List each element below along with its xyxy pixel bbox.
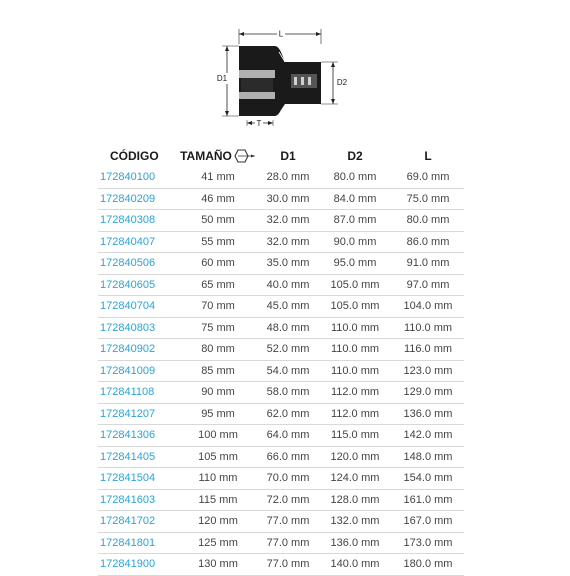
cell-l: 75.0 mm — [392, 188, 464, 210]
cell-d2: 136.0 mm — [318, 532, 392, 554]
cell-d1: 72.0 mm — [258, 489, 318, 511]
cell-tamano: 46 mm — [178, 188, 258, 210]
cell-d1: 32.0 mm — [258, 231, 318, 253]
cell-l: 123.0 mm — [392, 360, 464, 382]
cell-tamano: 55 mm — [178, 231, 258, 253]
socket-body-icon — [239, 46, 321, 116]
cell-d2: 112.0 mm — [318, 403, 392, 425]
cell-l: 97.0 mm — [392, 274, 464, 296]
cell-codigo: 172840704 — [98, 296, 178, 318]
cell-codigo: 172841405 — [98, 446, 178, 468]
cell-l: 110.0 mm — [392, 317, 464, 339]
cell-d1: 77.0 mm — [258, 554, 318, 576]
cell-d2: 84.0 mm — [318, 188, 392, 210]
table-row — [98, 296, 464, 318]
table-row — [98, 210, 464, 232]
cell-tamano: 100 mm — [178, 425, 258, 447]
cell-d2: 90.0 mm — [318, 231, 392, 253]
cell-d2: 140.0 mm — [318, 554, 392, 576]
cell-l: 161.0 mm — [392, 489, 464, 511]
cell-d1: 58.0 mm — [258, 382, 318, 404]
table-row — [98, 167, 464, 188]
cell-tamano: 80 mm — [178, 339, 258, 361]
cell-codigo: 172841801 — [98, 532, 178, 554]
table-row — [98, 403, 464, 425]
l-arrow-left-icon — [239, 32, 244, 36]
table-row — [98, 511, 464, 533]
cell-d2: 115.0 mm — [318, 425, 392, 447]
cell-d1: 54.0 mm — [258, 360, 318, 382]
cell-d1: 30.0 mm — [258, 188, 318, 210]
cell-tamano: 60 mm — [178, 253, 258, 275]
cell-codigo: 172841603 — [98, 489, 178, 511]
table-row — [98, 382, 464, 404]
cell-d1: 48.0 mm — [258, 317, 318, 339]
header-d1: D1 — [280, 149, 296, 163]
cell-codigo: 172840209 — [98, 188, 178, 210]
cell-codigo: 172841504 — [98, 468, 178, 490]
header-d2: D2 — [347, 149, 363, 163]
cell-d1: 62.0 mm — [258, 403, 318, 425]
table-row — [98, 532, 464, 554]
cell-d1: 77.0 mm — [258, 532, 318, 554]
cell-d2: 112.0 mm — [318, 382, 392, 404]
cell-l: 104.0 mm — [392, 296, 464, 318]
hex-socket-icon — [234, 149, 256, 163]
cell-tamano: 115 mm — [178, 489, 258, 511]
cell-tamano: 65 mm — [178, 274, 258, 296]
cell-l: 136.0 mm — [392, 403, 464, 425]
cell-d1: 35.0 mm — [258, 253, 318, 275]
cell-codigo: 172840407 — [98, 231, 178, 253]
label-l: L — [278, 29, 284, 39]
header-codigo: CÓDIGO — [110, 149, 159, 163]
cell-l: 116.0 mm — [392, 339, 464, 361]
cell-d2: 110.0 mm — [318, 317, 392, 339]
cell-d1: 45.0 mm — [258, 296, 318, 318]
cell-tamano: 70 mm — [178, 296, 258, 318]
cell-codigo: 172841207 — [98, 403, 178, 425]
cell-codigo: 172841702 — [98, 511, 178, 533]
cell-d2: 120.0 mm — [318, 446, 392, 468]
cell-l: 154.0 mm — [392, 468, 464, 490]
table-row — [98, 339, 464, 361]
cell-tamano: 110 mm — [178, 468, 258, 490]
cell-d2: 105.0 mm — [318, 274, 392, 296]
cell-tamano: 41 mm — [178, 167, 258, 188]
cell-d2: 132.0 mm — [318, 511, 392, 533]
cell-l: 69.0 mm — [392, 167, 464, 188]
cell-codigo: 172841108 — [98, 382, 178, 404]
label-d1: D1 — [216, 74, 228, 83]
table-row — [98, 317, 464, 339]
table-row — [98, 554, 464, 576]
cell-d2: 128.0 mm — [318, 489, 392, 511]
header-tamano-cell — [178, 145, 258, 167]
cell-l: 167.0 mm — [392, 511, 464, 533]
cell-codigo: 172841306 — [98, 425, 178, 447]
cell-d1: 52.0 mm — [258, 339, 318, 361]
cell-l: 129.0 mm — [392, 382, 464, 404]
cell-l: 86.0 mm — [392, 231, 464, 253]
cell-tamano: 130 mm — [178, 554, 258, 576]
spec-table — [98, 145, 464, 576]
table-row — [98, 253, 464, 275]
cell-d1: 32.0 mm — [258, 210, 318, 232]
cell-codigo: 172840902 — [98, 339, 178, 361]
table-row — [98, 188, 464, 210]
cell-tamano: 85 mm — [178, 360, 258, 382]
cell-d2: 124.0 mm — [318, 468, 392, 490]
cell-d1: 40.0 mm — [258, 274, 318, 296]
cell-codigo: 172840308 — [98, 210, 178, 232]
cell-d1: 77.0 mm — [258, 511, 318, 533]
cell-d1: 66.0 mm — [258, 446, 318, 468]
cell-tamano: 105 mm — [178, 446, 258, 468]
table-row — [98, 425, 464, 447]
header-tamano: TAMAÑO — [180, 148, 232, 163]
cell-d2: 105.0 mm — [318, 296, 392, 318]
socket-dimension-drawing — [195, 22, 375, 132]
cell-codigo: 172841009 — [98, 360, 178, 382]
cell-d2: 95.0 mm — [318, 253, 392, 275]
cell-d2: 110.0 mm — [318, 360, 392, 382]
table-row — [98, 446, 464, 468]
cell-codigo: 172840100 — [98, 167, 178, 188]
l-arrow-right-icon — [316, 32, 321, 36]
cell-d2: 80.0 mm — [318, 167, 392, 188]
cell-l: 80.0 mm — [392, 210, 464, 232]
cell-tamano: 95 mm — [178, 403, 258, 425]
table-header-row — [98, 145, 464, 167]
cell-tamano: 75 mm — [178, 317, 258, 339]
cell-l: 91.0 mm — [392, 253, 464, 275]
table-row — [98, 468, 464, 490]
table-row — [98, 360, 464, 382]
cell-l: 148.0 mm — [392, 446, 464, 468]
label-d2: D2 — [336, 78, 348, 87]
cell-l: 142.0 mm — [392, 425, 464, 447]
cell-tamano: 90 mm — [178, 382, 258, 404]
cell-d1: 70.0 mm — [258, 468, 318, 490]
cell-tamano: 125 mm — [178, 532, 258, 554]
cell-d2: 110.0 mm — [318, 339, 392, 361]
cell-tamano: 50 mm — [178, 210, 258, 232]
table-row — [98, 489, 464, 511]
cell-l: 173.0 mm — [392, 532, 464, 554]
cell-d1: 64.0 mm — [258, 425, 318, 447]
label-t: T — [256, 119, 262, 128]
cell-d2: 87.0 mm — [318, 210, 392, 232]
cell-codigo: 172840605 — [98, 274, 178, 296]
table-row — [98, 274, 464, 296]
header-l: L — [424, 149, 432, 163]
cell-l: 180.0 mm — [392, 554, 464, 576]
cell-codigo: 172840803 — [98, 317, 178, 339]
cell-codigo: 172841900 — [98, 554, 178, 576]
cell-tamano: 120 mm — [178, 511, 258, 533]
table-row — [98, 231, 464, 253]
cell-codigo: 172840506 — [98, 253, 178, 275]
cell-d1: 28.0 mm — [258, 167, 318, 188]
